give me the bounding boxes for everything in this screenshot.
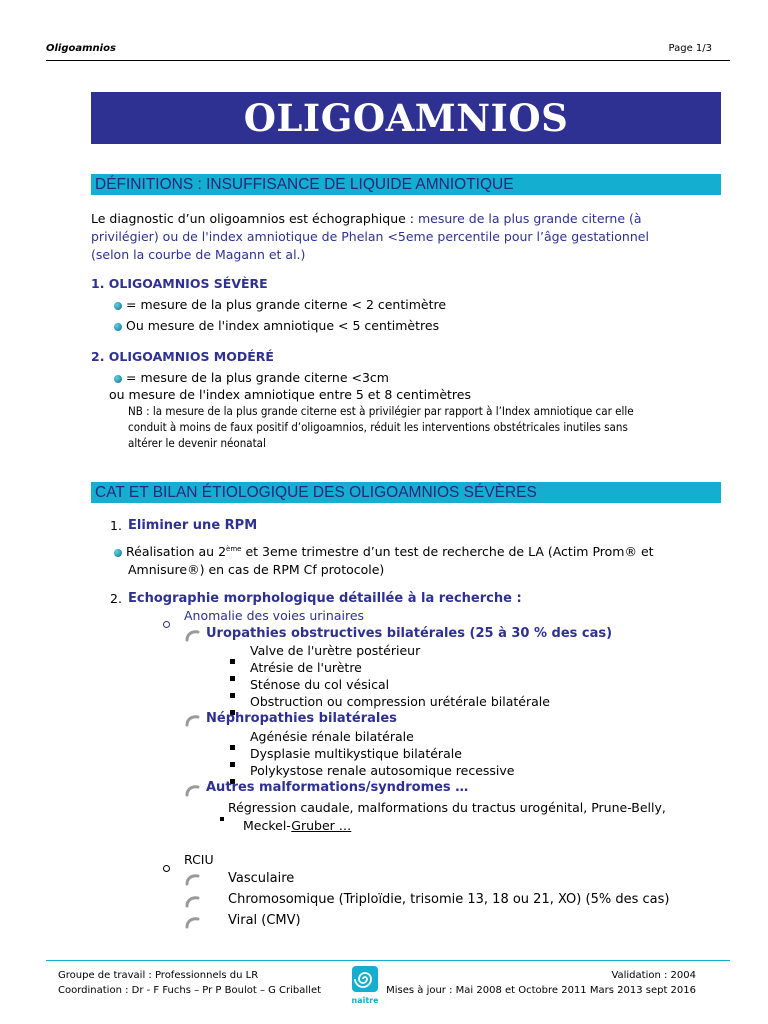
bullet-ball-icon [114, 302, 122, 310]
footer-coordination: Coordination : Dr - F Fuchs – Pr P Boulot – G Criballet [58, 985, 322, 996]
footer-validation: Validation : 2004 [611, 970, 696, 981]
hook-bullet-icon [184, 893, 200, 912]
header-divider [46, 60, 730, 61]
nephro-item-2: Dysplasie multikystique bilatérale [250, 746, 462, 761]
circle-bullet-icon [163, 857, 170, 876]
rciu-item-2: Chromosomique (Triploïdie, trisomie 13, 18 ou 21, XO) (5% des cas) [228, 892, 670, 907]
naitre-logo [350, 966, 380, 1006]
circle-bullet-icon [163, 613, 170, 632]
definition-paragraph [91, 210, 731, 264]
logo-text: naître [351, 996, 379, 1005]
uropathies-heading: Uropathies obstructives bilatérales (25 à 30 % des cas) [206, 626, 613, 641]
footer-group: Groupe de travail : Professionnels du LR [58, 970, 259, 981]
hook-bullet-icon [184, 712, 200, 731]
rciu-item-1: Vasculaire [228, 871, 295, 886]
square-bullet-icon [220, 806, 224, 825]
hook-bullet-icon [184, 914, 200, 933]
spiral-logo-icon [352, 966, 378, 992]
header-doc-name: Oligoamnios [46, 43, 116, 54]
bullet-ball-icon [114, 549, 122, 557]
uro-item-3: Sténose du col vésical [250, 677, 390, 692]
hook-bullet-icon [184, 871, 200, 890]
uro-item-1: Valve de l'urètre postérieur [250, 643, 421, 658]
definition-blue-1: mesure de la plus grande citerne (à [417, 211, 642, 226]
definition-plain: Le diagnostic d’un oligoamnios est échographique : [91, 211, 418, 226]
other-malformations-heading: Autres malformations/syndromes … [206, 780, 469, 795]
severe-heading: 1. OLIGOAMNIOS SÉVÈRE [91, 276, 268, 291]
moderate-item-2: ou mesure de l'index amniotique entre 5 et 8 centimètres [109, 387, 471, 402]
definition-blue-3: (selon la courbe de Magann et al.) [91, 247, 306, 262]
rciu-heading: RCIU [184, 852, 214, 867]
other-text-1: Régression caudale, malformations du tractus urogénital, Prune-Belly, [228, 800, 666, 815]
urinary-heading: Anomalie des voies urinaires [184, 608, 365, 623]
header-page-number: Page 1/3 [668, 43, 712, 54]
hook-bullet-icon [184, 627, 200, 646]
item1-text: Réalisation au 2ème et 3eme trimestre d’un test de recherche de LA (Actim Prom® et Amnisure®) en cas de RPM Cf protocole) [114, 540, 722, 579]
footer-divider [46, 960, 730, 961]
definition-blue-2: privilégier) ou de l'index amniotique de Phelan <5eme percentile pour l’âge gestationnel [91, 229, 649, 244]
section-heading-definitions: DÉFINITIONS : INSUFFISANCE DE LIQUIDE AMNIOTIQUE [95, 176, 514, 193]
section-heading-cat: CAT ET BILAN ÉTIOLOGIQUE DES OLIGOAMNIOS SÉVÈRES [95, 484, 537, 501]
item1-number: 1. [110, 518, 122, 533]
item2-number: 2. [110, 591, 122, 606]
other-text-2: Meckel-Gruber … [243, 818, 352, 833]
footer-updates: Mises à jour : Mai 2008 et Octobre 2011 Mars 2013 sept 2016 [386, 985, 696, 996]
moderate-item-1: = mesure de la plus grande citerne <3cm [114, 370, 389, 385]
uro-item-2: Atrésie de l'urètre [250, 660, 362, 675]
nephropathies-heading: Néphropathies bilatérales [206, 711, 397, 726]
severe-item-2: Ou mesure de l'index amniotique < 5 centimètres [114, 318, 439, 333]
nb-note: NB : la mesure de la plus grande citerne est à privilégier par rapport à l’Index amniotique car elle conduit à moins de faux positif d’oligoamnios, réduit les interventions obstétricales inutiles sans altérer le devenir néonatal [128, 404, 634, 450]
item2-title: Echographie morphologique détaillée à la recherche : [128, 591, 522, 606]
bullet-ball-icon [114, 323, 122, 331]
bullet-ball-icon [114, 375, 122, 383]
moderate-heading: 2. OLIGOAMNIOS MODÉRÉ [91, 349, 274, 364]
rciu-item-3: Viral (CMV) [228, 913, 301, 928]
nephro-item-3: Polykystose renale autosomique recessive [250, 763, 515, 778]
item1-title: Eliminer une RPM [128, 518, 258, 533]
page-title: OLIGOAMNIOS [91, 92, 721, 144]
uro-item-4: Obstruction ou compression urétérale bilatérale [250, 694, 550, 709]
nephro-item-1: Agénésie rénale bilatérale [250, 729, 414, 744]
hook-bullet-icon [184, 782, 200, 801]
severe-item-1: = mesure de la plus grande citerne < 2 centimètre [114, 297, 446, 312]
